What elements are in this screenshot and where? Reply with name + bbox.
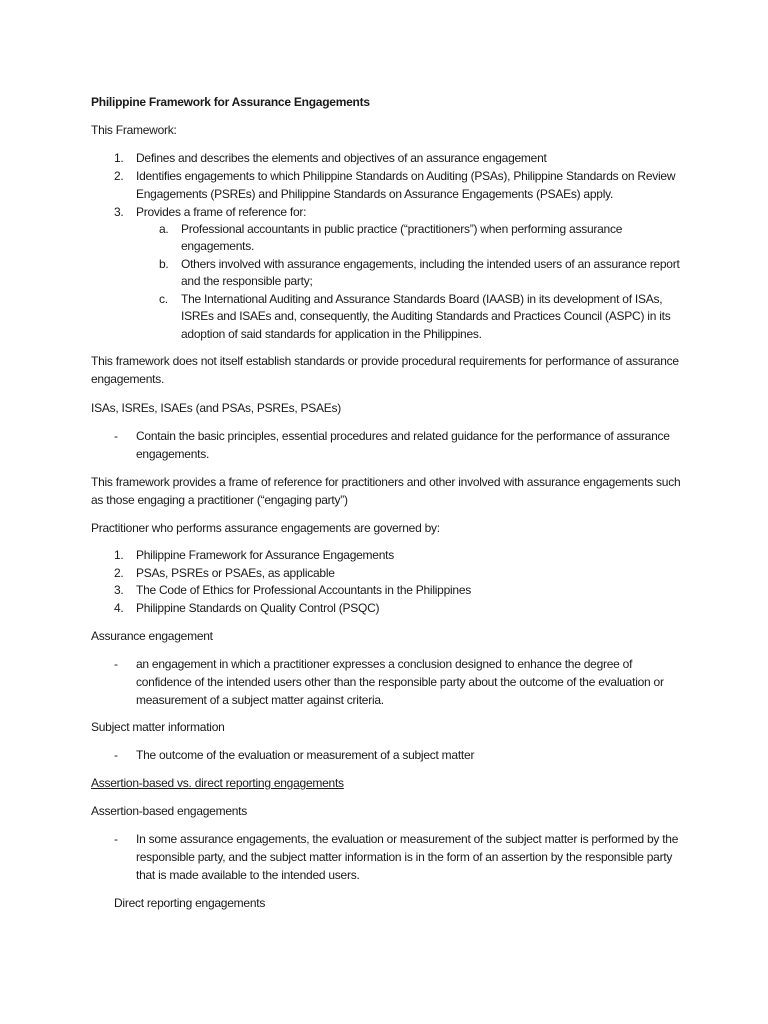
paragraph-line: Practitioner who performs assurance engagements are governed by:: [91, 521, 440, 535]
bullet-text: measurement of a subject matter against criteria.: [136, 693, 384, 707]
list-item-text: Provides a frame of reference for:: [136, 205, 307, 219]
list-item-text: and the responsible party;: [181, 274, 313, 288]
list-item-text: Professional accountants in public practice (“practitioners”) when performing assurance: [181, 222, 623, 236]
list-letter: b.: [159, 257, 169, 271]
list-number: 4.: [114, 601, 124, 615]
bullet-text: The outcome of the evaluation or measurement of a subject matter: [136, 748, 475, 762]
list-item-text: The Code of Ethics for Professional Accountants in the Philippines: [136, 583, 472, 597]
bullet-text: that is made available to the intended users.: [136, 868, 360, 882]
list-item-text: Identifies engagements to which Philippine Standards on Auditing (PSAs), Philippine Standards on Review: [136, 169, 676, 183]
list-number: 1.: [114, 151, 124, 165]
bullet-text: Contain the basic principles, essential procedures and related guidance for the performance of assurance: [136, 429, 670, 443]
intro-text: This Framework:: [91, 123, 177, 137]
section-heading: ISAs, ISREs, ISAEs (and PSAs, PSREs, PSAEs): [91, 401, 342, 415]
list-item-text: Others involved with assurance engagements, including the intended users of an assurance report: [181, 257, 680, 271]
list-number: 1.: [114, 548, 124, 562]
list-item-text: Philippine Framework for Assurance Engagements: [136, 548, 394, 562]
list-item-text: The International Auditing and Assurance Standards Board (IAASB) in its development of ISAs,: [181, 292, 663, 306]
paragraph-line: This framework provides a frame of reference for practitioners and other involved with assurance engagements such: [91, 475, 681, 489]
list-item-text: ISREs and ISAEs and, consequently, the Auditing Standards and Practices Council (ASPC) in its: [181, 309, 671, 323]
bullet-text: an engagement in which a practitioner expresses a conclusion designed to enhance the degree of: [136, 657, 633, 671]
section-heading: Assertion-based engagements: [91, 804, 248, 818]
list-item-text: adoption of said standards for application in the Philippines.: [181, 327, 482, 341]
list-letter: a.: [159, 222, 169, 236]
paragraph-line: as those engaging a practitioner (“engaging party”): [91, 493, 348, 507]
list-item-text: Defines and describes the elements and objectives of an assurance engagement: [136, 151, 547, 165]
document-title: Philippine Framework for Assurance Engagements: [91, 95, 370, 109]
list-item-text: PSAs, PSREs or PSAEs, as applicable: [136, 566, 335, 580]
bullet-text: In some assurance engagements, the evaluation or measurement of the subject matter is performed by the: [136, 832, 679, 846]
bullet-dash: -: [114, 657, 118, 671]
list-item-text: engagements.: [181, 239, 255, 253]
section-heading: Direct reporting engagements: [114, 896, 266, 910]
list-number: 2.: [114, 169, 124, 183]
section-heading: Subject matter information: [91, 720, 225, 734]
paragraph-line: This framework does not itself establish standards or provide procedural requirements for performance of assurance: [91, 354, 679, 368]
list-number: 2.: [114, 566, 124, 580]
bullet-text: responsible party, and the subject matter information is in the form of an assertion by the responsible party: [136, 850, 673, 864]
list-item-text: Engagements (PSREs) and Philippine Standards on Assurance Engagements (PSAEs) apply.: [136, 187, 614, 201]
list-letter: c.: [159, 292, 168, 306]
section-heading: Assurance engagement: [91, 629, 213, 643]
section-heading-underlined: Assertion-based vs. direct reporting engagements: [91, 776, 344, 790]
bullet-text: confidence of the intended users other than the responsible party about the outcome of the evaluation or: [136, 675, 664, 689]
bullet-text: engagements.: [136, 447, 210, 461]
list-number: 3.: [114, 583, 124, 597]
list-item-text: Philippine Standards on Quality Control (PSQC): [136, 601, 380, 615]
list-number: 3.: [114, 205, 124, 219]
paragraph-line: engagements.: [91, 372, 165, 386]
bullet-dash: -: [114, 748, 118, 762]
bullet-dash: -: [114, 832, 118, 846]
bullet-dash: -: [114, 429, 118, 443]
